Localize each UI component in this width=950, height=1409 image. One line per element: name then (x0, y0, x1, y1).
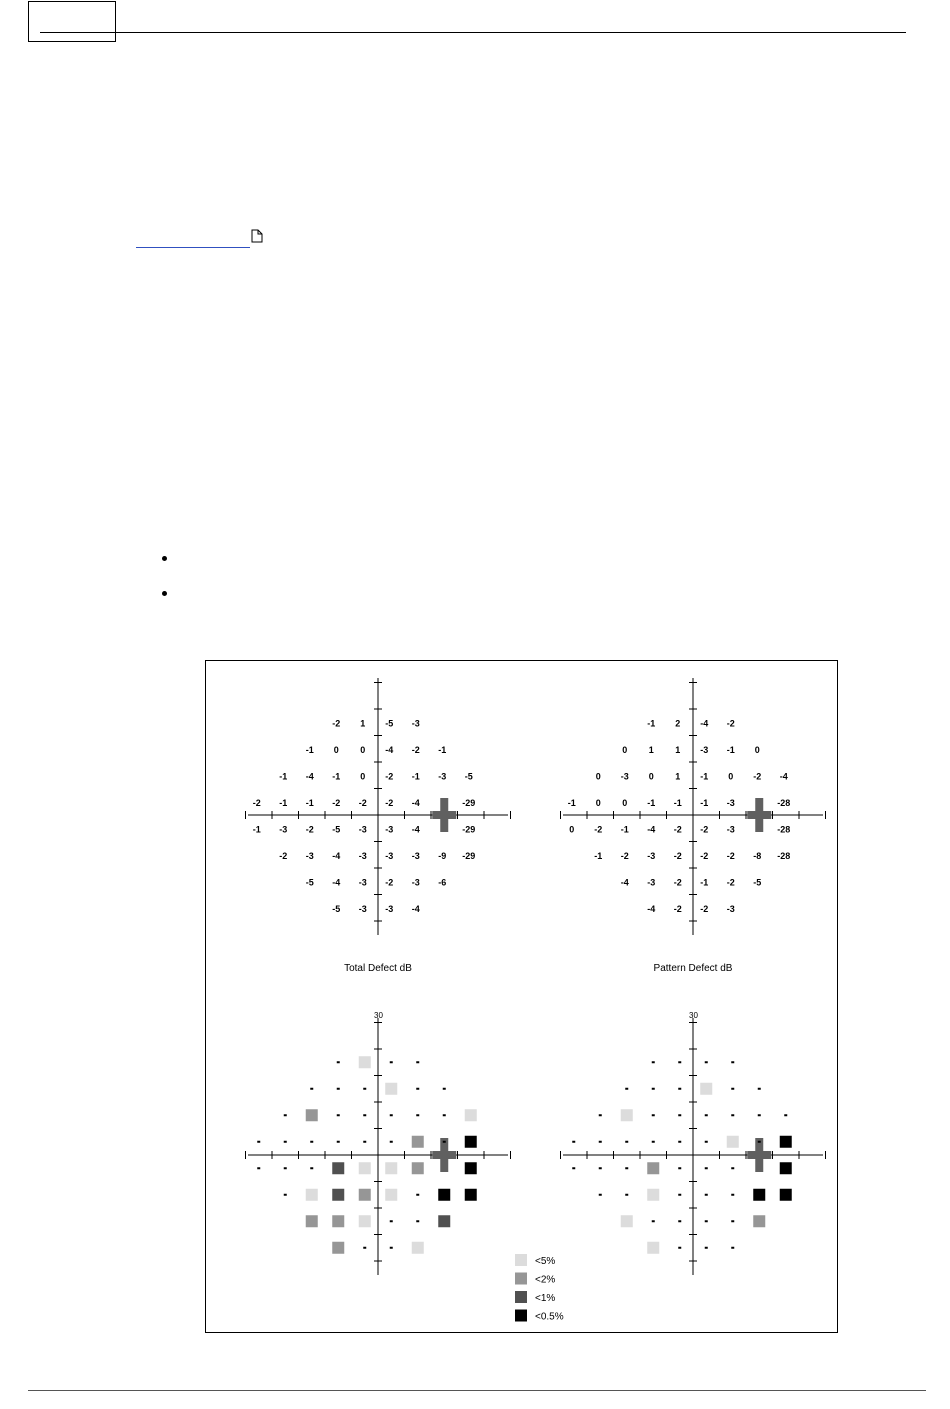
normal-point-dot (572, 1141, 575, 1143)
defect-value: -5 (385, 718, 394, 729)
defect-value: -1 (673, 797, 682, 808)
defect-value: -28 (777, 824, 791, 835)
defect-value: 0 (728, 771, 734, 782)
defect-value: -1 (305, 797, 314, 808)
defect-value: -29 (462, 850, 476, 861)
probability-square (621, 1215, 633, 1227)
hyperlink[interactable] (136, 247, 250, 248)
probability-square (359, 1215, 371, 1227)
defect-value: -2 (305, 824, 314, 835)
defect-value: -1 (726, 744, 735, 755)
probability-square (306, 1109, 318, 1121)
defect-value: -2 (279, 850, 288, 861)
defect-value: 2 (675, 718, 681, 729)
probability-square (332, 1162, 344, 1174)
defect-value: -2 (700, 824, 709, 835)
probability-square (727, 1136, 739, 1148)
legend-label: <0.5% (535, 1311, 564, 1323)
probability-square (332, 1215, 344, 1227)
header-rule (40, 32, 906, 33)
axis-label-30: 30 (689, 1011, 698, 1020)
blind-spot-marker (747, 811, 771, 819)
blind-spot-marker (432, 1151, 456, 1159)
normal-point-dot (705, 1114, 708, 1116)
header-tab-box (28, 1, 116, 42)
defect-value: 0 (360, 744, 366, 755)
defect-value: -5 (464, 771, 473, 782)
defect-value: -4 (411, 824, 420, 835)
probability-legend (515, 1254, 564, 1323)
normal-point-dot (284, 1167, 287, 1169)
normal-point-dot (363, 1114, 366, 1116)
defect-value: -1 (252, 824, 261, 835)
defect-value: -4 (620, 877, 629, 888)
probability-square (753, 1189, 765, 1201)
normal-point-dot (705, 1141, 708, 1143)
defect-value: -2 (700, 903, 709, 914)
normal-point-dot (310, 1088, 313, 1090)
probability-square (359, 1189, 371, 1201)
defect-value: -2 (385, 877, 394, 888)
defect-value: -2 (620, 850, 629, 861)
defect-value: -1 (700, 797, 709, 808)
defect-value: -3 (726, 824, 735, 835)
defect-value: -1 (700, 877, 709, 888)
axis-label-30: 30 (374, 1011, 383, 1020)
defect-value: -3 (279, 824, 288, 835)
blind-spot-marker (747, 1151, 771, 1159)
probability-square (465, 1109, 477, 1121)
defect-value: -4 (305, 771, 314, 782)
defect-value: 0 (333, 744, 339, 755)
defect-value: -1 (332, 771, 341, 782)
normal-point-dot (784, 1114, 787, 1116)
defect-value: -1 (438, 744, 447, 755)
defect-value: -3 (700, 744, 709, 755)
defect-value: -5 (332, 903, 341, 914)
probability-square (306, 1215, 318, 1227)
normal-point-dot (652, 1061, 655, 1063)
defect-value: -28 (777, 850, 791, 861)
defect-value: 0 (595, 797, 601, 808)
normal-point-dot (390, 1220, 393, 1222)
normal-point-dot (625, 1141, 628, 1143)
defect-value: -3 (358, 850, 367, 861)
defect-value: -3 (385, 903, 394, 914)
defect-value: -1 (567, 797, 576, 808)
probability-square (359, 1056, 371, 1068)
probability-square (621, 1109, 633, 1121)
defect-value: -3 (620, 771, 629, 782)
defect-value: 0 (754, 744, 760, 755)
normal-point-dot (731, 1247, 734, 1249)
defect-value: 1 (675, 744, 681, 755)
defect-value: -3 (647, 877, 656, 888)
normal-point-dot (416, 1220, 419, 1222)
normal-point-dot (310, 1167, 313, 1169)
probability-square (385, 1083, 397, 1095)
probability-square (465, 1162, 477, 1174)
normal-point-dot (599, 1114, 602, 1116)
document-icon[interactable] (251, 229, 263, 243)
normal-point-dot (310, 1141, 313, 1143)
normal-point-dot (390, 1114, 393, 1116)
defect-value: -4 (647, 903, 656, 914)
normal-point-dot (731, 1061, 734, 1063)
probability-square (647, 1162, 659, 1174)
pattern-defect-plot (561, 678, 826, 974)
legend-swatch (515, 1273, 527, 1285)
legend-label: <5% (535, 1256, 556, 1267)
defect-value: 0 (595, 771, 601, 782)
normal-point-dot (599, 1194, 602, 1196)
normal-point-dot (625, 1194, 628, 1196)
defect-value: -3 (305, 850, 314, 861)
total-defect-caption: Total Defect dB (344, 963, 412, 974)
normal-point-dot (731, 1088, 734, 1090)
normal-point-dot (337, 1061, 340, 1063)
probability-square (465, 1136, 477, 1148)
defect-value: -4 (385, 744, 394, 755)
normal-point-dot (416, 1194, 419, 1196)
normal-point-dot (363, 1247, 366, 1249)
normal-point-dot (625, 1167, 628, 1169)
defect-value: -2 (332, 797, 341, 808)
normal-point-dot (257, 1167, 260, 1169)
defect-value: -29 (462, 797, 476, 808)
defect-value: -4 (411, 797, 420, 808)
defect-value: -4 (779, 771, 788, 782)
defect-value: 0 (622, 797, 628, 808)
defect-value: 1 (675, 771, 681, 782)
defect-value: -3 (385, 850, 394, 861)
probability-square (412, 1136, 424, 1148)
normal-point-dot (678, 1141, 681, 1143)
normal-point-dot (705, 1220, 708, 1222)
defect-value: 0 (569, 824, 575, 835)
normal-point-dot (705, 1061, 708, 1063)
defect-value: -2 (252, 797, 261, 808)
normal-point-dot (678, 1061, 681, 1063)
normal-point-dot (678, 1194, 681, 1196)
normal-point-dot (678, 1088, 681, 1090)
normal-point-dot (678, 1167, 681, 1169)
defect-value: -1 (279, 797, 288, 808)
defect-value: -2 (726, 718, 735, 729)
probability-square (780, 1189, 792, 1201)
normal-point-dot (363, 1141, 366, 1143)
defect-value: -3 (358, 903, 367, 914)
normal-point-dot (390, 1061, 393, 1063)
normal-point-dot (599, 1167, 602, 1169)
defect-value: -1 (305, 744, 314, 755)
probability-square (438, 1215, 450, 1227)
defect-value: -5 (305, 877, 314, 888)
defect-value: 0 (648, 771, 654, 782)
legend-swatch (515, 1254, 527, 1266)
total-probability-plot (246, 1011, 511, 1275)
normal-point-dot (758, 1141, 761, 1143)
normal-point-dot (257, 1141, 260, 1143)
normal-point-dot (731, 1167, 734, 1169)
probability-square (647, 1242, 659, 1254)
normal-point-dot (363, 1088, 366, 1090)
probability-square (465, 1189, 477, 1201)
defect-value: -3 (411, 850, 420, 861)
probability-square (780, 1162, 792, 1174)
normal-point-dot (284, 1114, 287, 1116)
defect-value: -2 (673, 903, 682, 914)
defect-value: -1 (594, 850, 603, 861)
defect-value: -4 (700, 718, 709, 729)
probability-square (753, 1215, 765, 1227)
normal-point-dot (284, 1194, 287, 1196)
normal-point-dot (758, 1088, 761, 1090)
defect-value: -2 (726, 850, 735, 861)
defect-value: -2 (358, 797, 367, 808)
legend-swatch (515, 1310, 527, 1322)
probability-square (700, 1083, 712, 1095)
defect-value: -1 (411, 771, 420, 782)
probability-square (306, 1189, 318, 1201)
visual-field-figure (205, 660, 838, 1333)
defect-value: -3 (385, 824, 394, 835)
normal-point-dot (443, 1141, 446, 1143)
defect-value: -4 (332, 850, 341, 861)
probability-square (438, 1189, 450, 1201)
probability-square (780, 1136, 792, 1148)
defect-value: -29 (462, 824, 476, 835)
defect-value: -1 (620, 824, 629, 835)
defect-value: -3 (411, 718, 420, 729)
defect-value: -2 (332, 718, 341, 729)
defect-value: -4 (647, 824, 656, 835)
defect-value: -4 (332, 877, 341, 888)
normal-point-dot (443, 1088, 446, 1090)
visual-field-plots (206, 661, 839, 1334)
defect-value: -4 (411, 903, 420, 914)
normal-point-dot (705, 1247, 708, 1249)
defect-value: -1 (647, 797, 656, 808)
normal-point-dot (705, 1194, 708, 1196)
defect-value: -3 (647, 850, 656, 861)
normal-point-dot (416, 1088, 419, 1090)
defect-value: -2 (385, 771, 394, 782)
defect-value: -2 (673, 850, 682, 861)
probability-square (412, 1162, 424, 1174)
defect-value: -2 (385, 797, 394, 808)
normal-point-dot (443, 1114, 446, 1116)
defect-value: -3 (358, 877, 367, 888)
defect-value: -1 (279, 771, 288, 782)
probability-square (385, 1189, 397, 1201)
defect-value: 1 (360, 718, 366, 729)
normal-point-dot (652, 1088, 655, 1090)
legend-label: <1% (535, 1293, 556, 1304)
footer-rule (28, 1390, 926, 1391)
probability-square (412, 1242, 424, 1254)
normal-point-dot (390, 1247, 393, 1249)
normal-point-dot (337, 1088, 340, 1090)
normal-point-dot (337, 1114, 340, 1116)
legend-swatch (515, 1291, 527, 1303)
normal-point-dot (390, 1141, 393, 1143)
normal-point-dot (284, 1141, 287, 1143)
blind-spot-marker (432, 811, 456, 819)
defect-value: -2 (673, 824, 682, 835)
probability-square (332, 1189, 344, 1201)
normal-point-dot (652, 1141, 655, 1143)
defect-value: -2 (700, 850, 709, 861)
normal-point-dot (678, 1114, 681, 1116)
normal-point-dot (678, 1220, 681, 1222)
normal-point-dot (705, 1167, 708, 1169)
defect-value: 1 (648, 744, 654, 755)
normal-point-dot (652, 1114, 655, 1116)
normal-point-dot (572, 1167, 575, 1169)
defect-value: -3 (411, 877, 420, 888)
total-defect-plot (246, 678, 511, 974)
normal-point-dot (731, 1220, 734, 1222)
defect-value: -2 (753, 771, 762, 782)
pattern-defect-caption: Pattern Defect dB (653, 963, 733, 974)
defect-value: -2 (411, 744, 420, 755)
defect-value: -2 (673, 877, 682, 888)
defect-value: -3 (358, 824, 367, 835)
normal-point-dot (652, 1220, 655, 1222)
probability-square (332, 1242, 344, 1254)
defect-value: -9 (438, 850, 447, 861)
normal-point-dot (758, 1114, 761, 1116)
legend-label: <2% (535, 1274, 556, 1286)
bullet-1 (162, 556, 167, 561)
normal-point-dot (416, 1061, 419, 1063)
defect-value: 0 (622, 744, 628, 755)
defect-value: -1 (647, 718, 656, 729)
probability-square (647, 1189, 659, 1201)
defect-value: -5 (753, 877, 762, 888)
normal-point-dot (337, 1141, 340, 1143)
defect-value: -8 (753, 850, 762, 861)
normal-point-dot (731, 1194, 734, 1196)
defect-value: -3 (726, 903, 735, 914)
normal-point-dot (416, 1114, 419, 1116)
normal-point-dot (625, 1088, 628, 1090)
normal-point-dot (678, 1247, 681, 1249)
bullet-2 (162, 591, 167, 596)
defect-value: -2 (594, 824, 603, 835)
defect-value: -5 (332, 824, 341, 835)
defect-value: -6 (438, 877, 447, 888)
defect-value: -2 (726, 877, 735, 888)
probability-square (359, 1162, 371, 1174)
defect-value: 0 (360, 771, 366, 782)
defect-value: -3 (726, 797, 735, 808)
defect-value: -1 (700, 771, 709, 782)
defect-value: -3 (438, 771, 447, 782)
probability-square (385, 1162, 397, 1174)
defect-value: -28 (777, 797, 791, 808)
normal-point-dot (731, 1114, 734, 1116)
normal-point-dot (599, 1141, 602, 1143)
pattern-probability-plot (561, 1011, 826, 1275)
